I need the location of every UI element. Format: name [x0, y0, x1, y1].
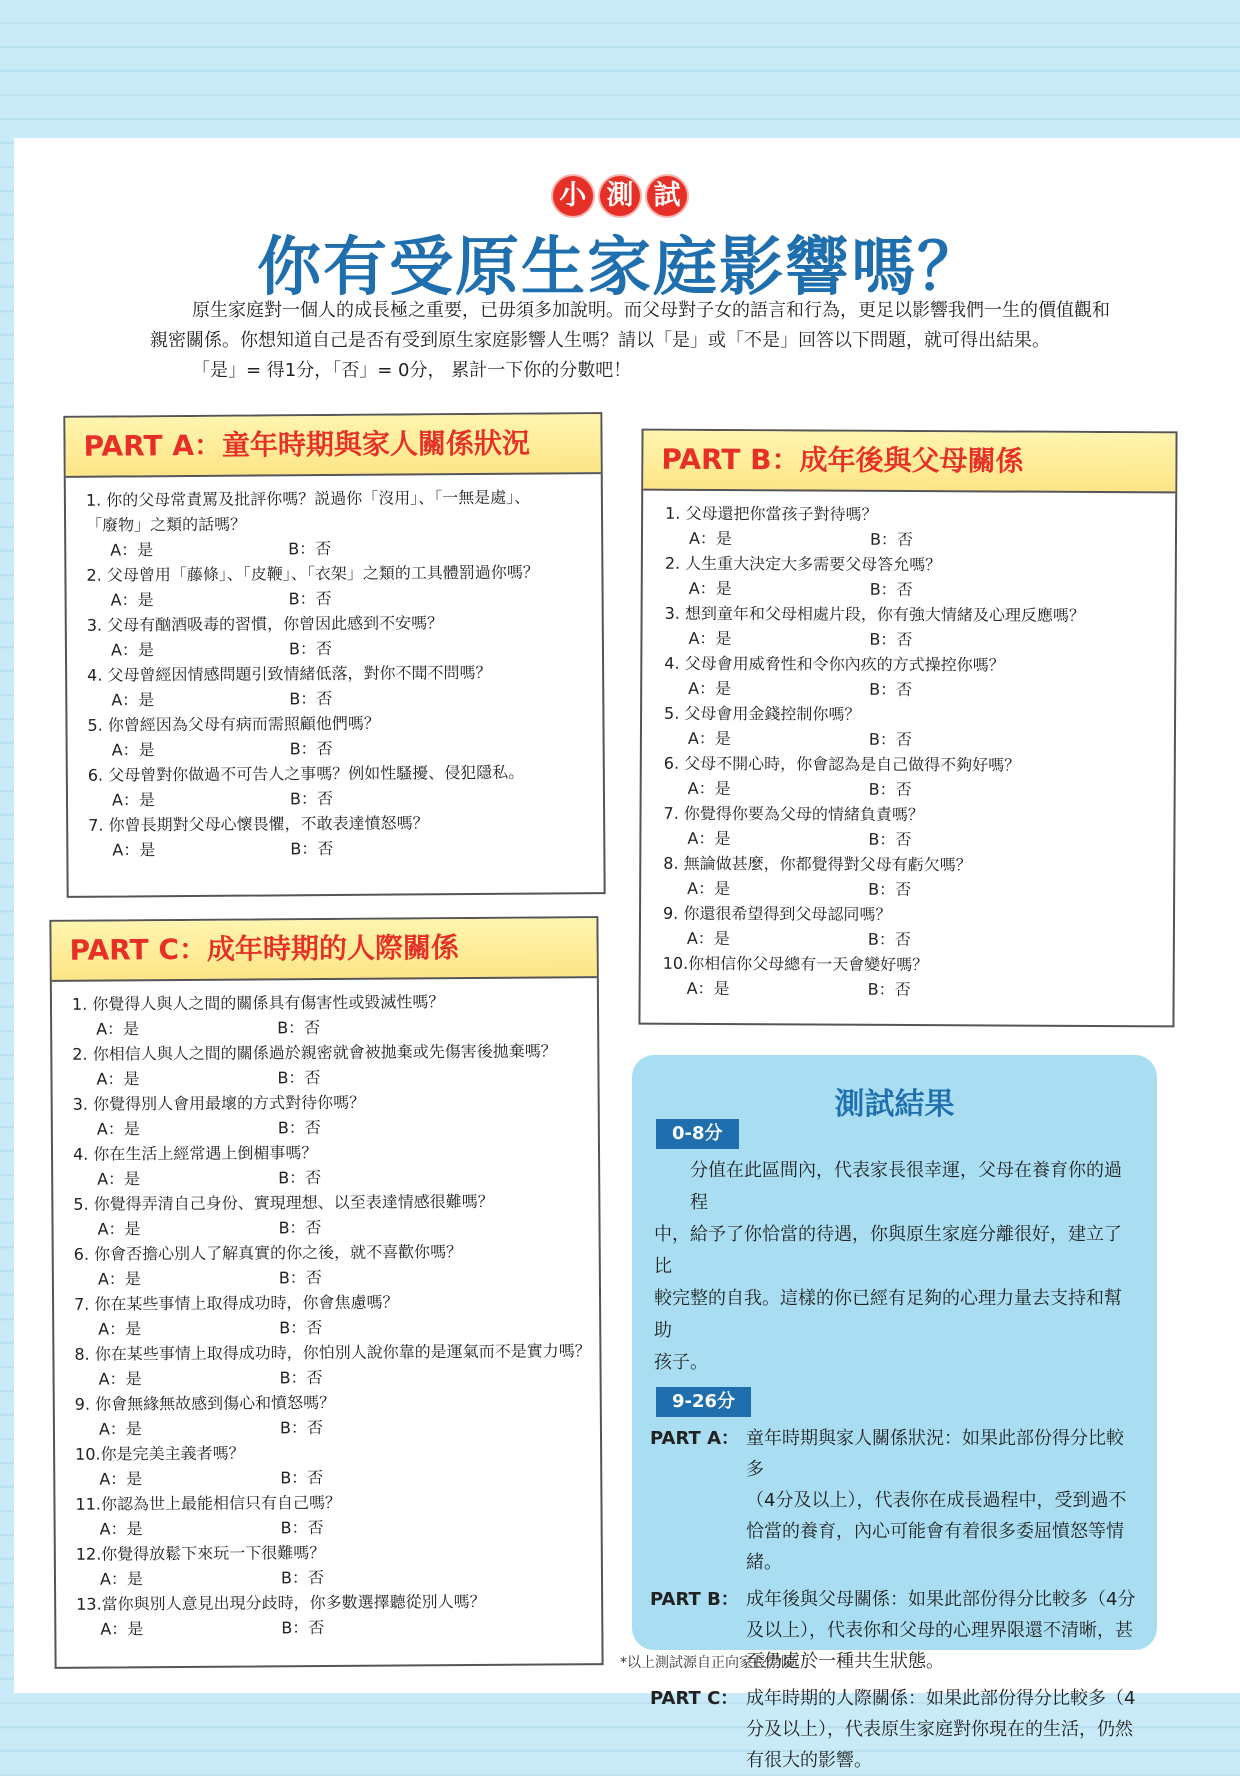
option-yes[interactable]: A：是 [688, 578, 732, 599]
option-no[interactable]: B：否 [869, 629, 913, 650]
option-no[interactable]: B：否 [868, 829, 912, 850]
question-text: 6. 你會否擔心別人了解真實的你之後，就不喜歡你嗎？ [73, 1242, 463, 1264]
option-no[interactable]: B：否 [277, 1018, 321, 1038]
option-yes[interactable]: A：是 [688, 628, 732, 649]
answer-options [73, 1213, 598, 1242]
answer-options [76, 1513, 601, 1542]
option-no[interactable]: B：否 [867, 929, 911, 950]
result-part-text: 恰當的養育，內心可能會有着很多委屈憤怒等情 [746, 1521, 1124, 1542]
answer-options [86, 534, 601, 563]
result-part-text: （4分及以上），代表你在成長過程中，受到過不 [746, 1490, 1127, 1511]
answer-options [665, 526, 1175, 554]
answer-options [663, 976, 1173, 1004]
option-no[interactable]: B：否 [868, 729, 912, 750]
answer-options [76, 1613, 601, 1642]
part-c-heading: PART C：成年時期的人際關係 [51, 918, 596, 982]
question-text: 9. 你還很希望得到父母認同嗎？ [662, 903, 892, 924]
option-no[interactable]: B：否 [280, 1468, 324, 1488]
result-part-row [650, 1683, 1139, 1776]
question-text: 1. 你的父母常責罵及批評你嗎？説過你「沒用」、「一無是處」、 [85, 487, 531, 510]
option-no[interactable]: B：否 [289, 689, 333, 709]
option-yes[interactable]: A：是 [98, 1419, 142, 1439]
option-yes[interactable]: A：是 [110, 640, 154, 660]
range-low-line: 較完整的自我。這樣的你已經有足夠的心理力量去支持和幫助 [654, 1288, 1122, 1341]
option-yes[interactable]: A：是 [100, 1619, 144, 1639]
answer-options [87, 584, 602, 613]
answer-options [663, 876, 1173, 904]
result-title: 測試結果 [834, 1087, 955, 1122]
question-text: 7. 你覺得你要為父母的情緒負責嗎？ [663, 803, 924, 825]
option-yes[interactable]: A：是 [98, 1319, 142, 1339]
answer-options [76, 1563, 601, 1592]
option-no[interactable]: B：否 [868, 779, 912, 800]
answer-options [72, 1063, 597, 1092]
option-yes[interactable]: A：是 [110, 590, 154, 610]
answer-options [664, 726, 1174, 754]
answer-options [88, 784, 603, 813]
question-text: 3. 你覺得別人會用最壞的方式對待你嗎？ [72, 1092, 366, 1114]
result-part-label: PART C： [650, 1688, 739, 1709]
option-yes[interactable]: A：是 [110, 540, 154, 560]
question-text: 4. 父母會用威脅性和令你內疚的方式操控你嗎？ [664, 653, 1005, 675]
option-no[interactable]: B：否 [290, 839, 334, 859]
result-part-text: 童年時期與家人關係狀況：如果此部份得分比較多 [746, 1428, 1124, 1480]
intro-text [150, 296, 1110, 386]
option-no[interactable]: B：否 [868, 879, 912, 900]
part-c-questions [52, 978, 602, 1642]
option-no[interactable]: B：否 [279, 1318, 323, 1338]
answer-options [73, 1113, 598, 1142]
option-yes[interactable]: A：是 [687, 828, 731, 849]
question-text: 10.你相信你父母總有一天會變好嗎？ [662, 953, 929, 975]
option-no[interactable]: B：否 [279, 1418, 323, 1438]
question-text: 4. 父母曾經因情感問題引致情緒低落，對你不聞不問嗎？ [87, 662, 492, 685]
option-yes[interactable]: A：是 [96, 1119, 140, 1139]
answer-options [87, 684, 602, 713]
option-yes[interactable]: A：是 [688, 678, 732, 699]
result-part-label: PART A： [650, 1428, 739, 1449]
question-text: 3. 想到童年和父母相處片段，你有強大情緒及心理反應嗎？ [664, 603, 1086, 625]
badge-char: 試 [647, 176, 687, 216]
question-text: 11.你認為世上最能相信只有自己嗎？ [75, 1492, 341, 1514]
question-text: 6. 父母曾對你做過不可告人之事嗎？例如性騷擾、侵犯隱私。 [87, 762, 525, 785]
option-yes[interactable]: A：是 [96, 1019, 140, 1039]
answer-options [664, 776, 1174, 804]
range-low-line: 分值在此區間內，代表家長很幸運，父母在養育你的過程 [690, 1160, 1122, 1213]
question-text: 13.當你與別人意見出現分歧時，你多數選擇聽從別人嗎？ [76, 1591, 486, 1614]
intro-line: 原生家庭對一個人的成長極之重要，已毋須多加說明。而父母對子女的語言和行為，更足以影響我們一生的價值觀和 [192, 300, 1110, 321]
answer-options [665, 576, 1175, 604]
answer-options [74, 1263, 599, 1292]
footnote: *以上測試源自正向家長學院 [620, 1655, 795, 1671]
question-text: 7. 你曾長期對父母心懷畏懼，不敢表達憤怒嗎？ [88, 813, 429, 835]
intro-line: 親密關係。你想知道自己是否有受到原生家庭影響人生嗎？請以「是」或「不是」回答以下問題，就可得出結果。 [150, 330, 1050, 351]
question-text: 5. 你覺得弄清自己身份、實現理想、以至表達情感很難嗎？ [73, 1191, 494, 1214]
option-no[interactable]: B：否 [278, 1268, 322, 1288]
question-text: 2. 父母曾用「藤條」、「皮鞭」、「衣架」之類的工具體罰過你嗎？ [86, 562, 539, 585]
answer-options [88, 834, 603, 863]
option-yes[interactable]: A：是 [687, 778, 731, 799]
question-text: 1. 你覺得人與人之間的關係具有傷害性或毀滅性嗎？ [71, 992, 445, 1014]
option-yes[interactable]: A：是 [112, 840, 156, 860]
question-text: 2. 你相信人與人之間的關係過於親密就會被拋棄或先傷害後拋棄嗎？ [72, 1041, 557, 1064]
result-part-text: 至仍處於一種共生狀態。 [746, 1651, 944, 1672]
range-low-text [654, 1155, 1135, 1379]
question-text: 7. 你在某些事情上取得成功時，你會焦慮嗎？ [74, 1292, 399, 1314]
option-yes[interactable]: A：是 [111, 740, 155, 760]
question-text: 3. 父母有酗酒吸毒的習慣，你曾因此感到不安嗎？ [86, 613, 444, 635]
option-no[interactable]: B：否 [288, 639, 333, 659]
answer-options [664, 676, 1174, 704]
result-part-text: 及以上），代表你和父母的心理界限還不清晰，甚 [746, 1620, 1133, 1641]
question-text: 5. 父母會用金錢控制你嗎？ [664, 703, 861, 724]
option-no[interactable]: B：否 [288, 539, 332, 559]
question-text: 5. 你曾經因為父母有病而需照顧他們嗎？ [87, 713, 380, 735]
option-yes[interactable]: A：是 [111, 790, 156, 810]
option-no[interactable]: B：否 [289, 789, 334, 809]
answer-options [664, 626, 1174, 654]
question-text: 2. 人生重大決定大多需要父母答允嗎？ [664, 553, 942, 575]
answer-options [663, 826, 1173, 854]
option-yes[interactable]: A：是 [97, 1219, 141, 1239]
option-no[interactable]: B：否 [869, 529, 914, 550]
result-part-text: 成年時期的人際關係：如果此部份得分比較多（4 [746, 1688, 1136, 1709]
option-yes[interactable]: A：是 [97, 1269, 141, 1289]
question-text: 4. 你在生活上經常遇上倒楣事嗎？ [72, 1143, 318, 1164]
part-a-questions [66, 474, 604, 863]
answer-options [88, 734, 603, 763]
page-title: 你有受原生家庭影響嗎？ [257, 231, 983, 305]
option-no[interactable]: B：否 [278, 1218, 322, 1238]
option-no[interactable]: B：否 [277, 1068, 321, 1088]
range-high-parts [632, 1423, 1157, 1776]
badge-char: 測 [600, 176, 640, 216]
option-yes[interactable]: A：是 [687, 728, 731, 749]
part-a-box [63, 412, 605, 898]
question-text: 8. 無論做甚麼，你都覺得對父母有虧欠嗎？ [663, 853, 972, 875]
result-part-label: PART B： [650, 1589, 739, 1610]
part-b-heading: PART B：成年後與父母關係 [643, 431, 1175, 494]
answer-options [663, 926, 1173, 954]
option-yes[interactable]: A：是 [98, 1369, 142, 1389]
part-b-questions [641, 491, 1176, 1004]
question-text: 1. 父母還把你當孩子對待嗎？ [665, 503, 878, 524]
option-no[interactable]: B：否 [281, 1618, 325, 1638]
option-no[interactable]: B：否 [277, 1118, 321, 1138]
part-a-heading: PART A：童年時期與家人關係狀況 [65, 414, 600, 478]
option-no[interactable]: B：否 [288, 589, 332, 609]
badge-char: 小 [553, 176, 593, 216]
intro-line: 「是」= 得1分，「否」= 0分， 累計一下你的分數吧！ [192, 360, 632, 381]
result-part-row [650, 1423, 1139, 1578]
option-yes[interactable]: A：是 [686, 978, 730, 999]
result-part-text: 緒。 [746, 1552, 782, 1573]
result-part-text: 成年後與父母關係：如果此部份得分比較多（4分 [746, 1589, 1136, 1610]
option-yes[interactable]: A：是 [99, 1469, 143, 1489]
option-yes[interactable]: A：是 [99, 1569, 144, 1589]
option-yes[interactable]: A：是 [99, 1519, 143, 1539]
answer-options [72, 1013, 597, 1042]
result-part-text: 有很大的影響。 [746, 1750, 872, 1771]
answer-options [75, 1463, 600, 1492]
range-low-line: 中，給予了你恰當的待遇，你與原生家庭分離很好，建立了比 [654, 1224, 1122, 1277]
option-yes[interactable]: A：是 [111, 690, 155, 710]
option-no[interactable]: B：否 [280, 1518, 324, 1538]
part-c-box [49, 916, 603, 1669]
option-yes[interactable]: A：是 [688, 528, 732, 549]
question-text: 「廢物」之類的話嗎？ [86, 514, 247, 535]
question-text: 10.你是完美主義者嗎？ [75, 1443, 245, 1464]
option-no[interactable]: B：否 [869, 579, 913, 600]
part-b-box [638, 429, 1177, 1028]
range-low-line: 孩子。 [654, 1352, 708, 1373]
range-badge-high: 9-26分 [656, 1387, 751, 1417]
answer-options [73, 1163, 598, 1192]
question-text: 9. 你會無緣無故感到傷心和憤怒嗎？ [74, 1392, 336, 1414]
question-text: 8. 你在某些事情上取得成功時，你怕別人說你靠的是運氣而不是實力嗎？ [74, 1341, 591, 1364]
answer-options [75, 1363, 600, 1392]
question-text: 12.你覺得放鬆下來玩一下很難嗎？ [75, 1543, 326, 1564]
option-no[interactable]: B：否 [867, 979, 911, 1000]
question-text: 6. 父母不開心時，你會認為是自己做得不夠好嗎？ [663, 753, 1021, 775]
option-no[interactable]: B：否 [279, 1368, 323, 1388]
result-part-text: 分及以上），代表原生家庭對你現在的生活，仍然 [746, 1719, 1133, 1740]
option-yes[interactable]: A：是 [686, 928, 730, 949]
answer-options [87, 634, 602, 663]
option-yes[interactable]: A：是 [687, 878, 731, 899]
option-no[interactable]: B：否 [278, 1168, 322, 1188]
range-badge-low: 0-8分 [656, 1119, 739, 1149]
option-no[interactable]: B：否 [869, 679, 913, 700]
quiz-badges [0, 176, 1240, 216]
option-yes[interactable]: A：是 [97, 1169, 141, 1189]
option-yes[interactable]: A：是 [96, 1069, 140, 1089]
option-no[interactable]: B：否 [289, 739, 333, 759]
answer-options [74, 1313, 599, 1342]
answer-options [75, 1413, 600, 1442]
option-no[interactable]: B：否 [280, 1568, 325, 1588]
